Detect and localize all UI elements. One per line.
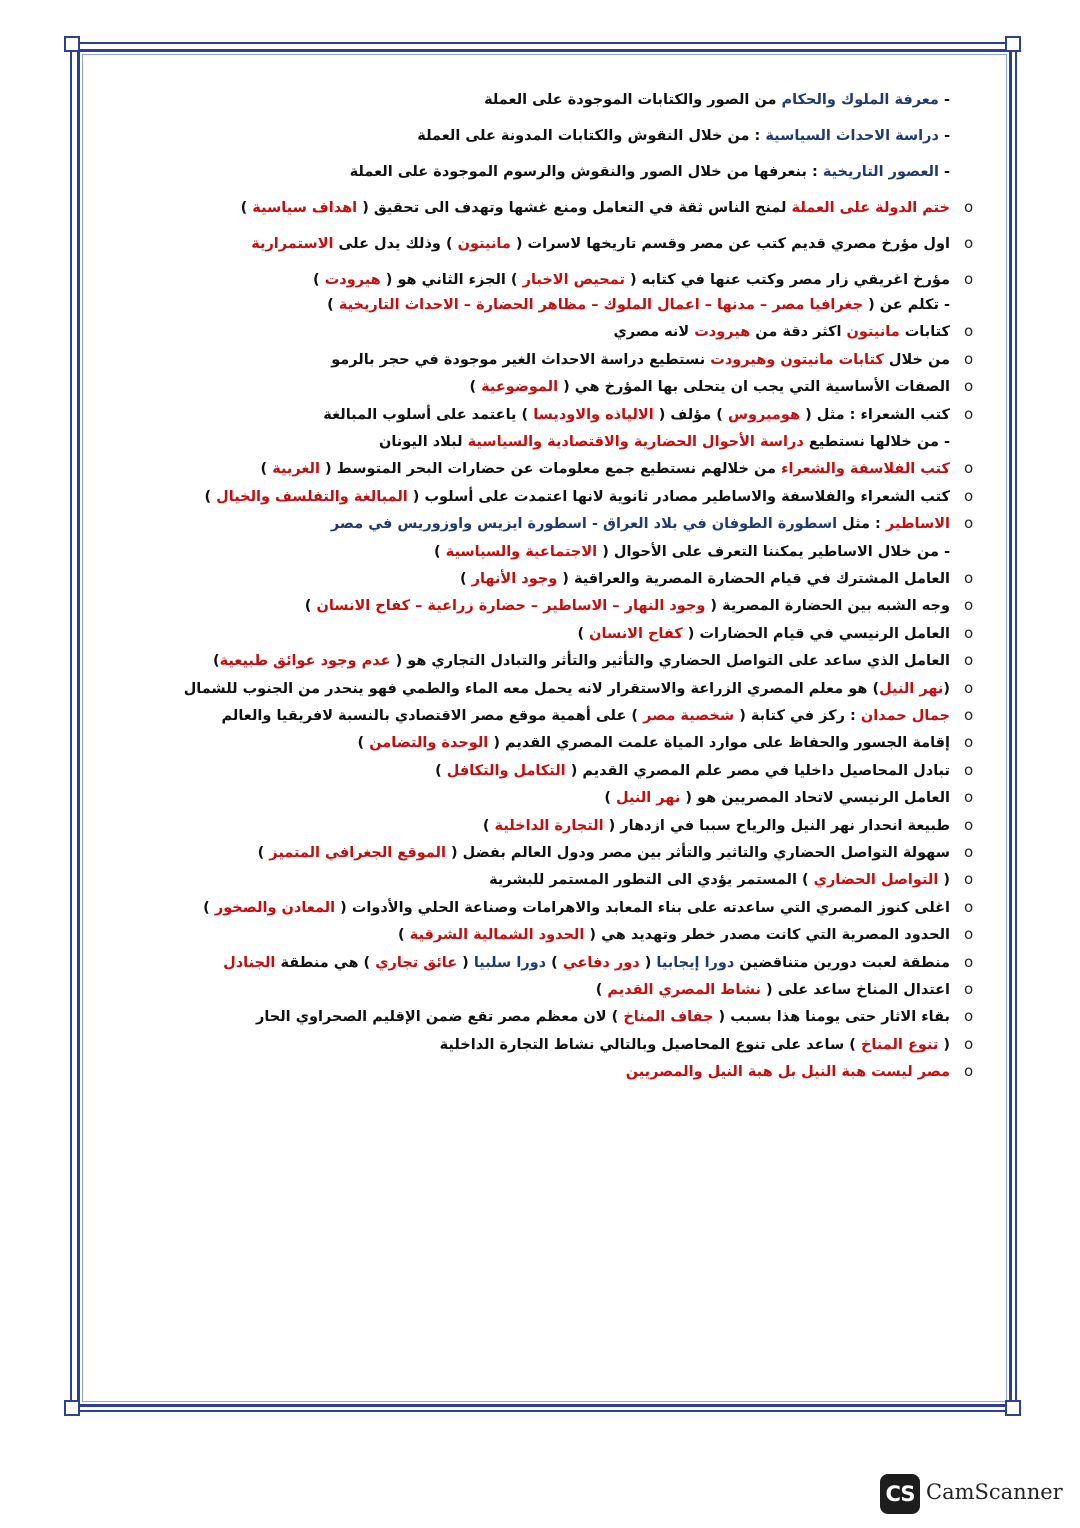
- body-text: ): [604, 790, 617, 806]
- body-text: : بنعرفها من خلال الصور والنقوش والرسوم الموجودة على العملة: [349, 164, 823, 180]
- body-text: ) هي منطقة: [275, 955, 376, 971]
- body-text: مؤرخ اغريقي زار مصر وكتب عنها في كتابه (: [624, 272, 950, 288]
- hollow-bullet-icon: o: [964, 706, 974, 724]
- bullet-list-item: [261, 458, 951, 480]
- highlight-answer-red: دراسة الأحوال الحضارية والاقتصادية والسياسية: [467, 434, 804, 450]
- hollow-bullet-icon: o: [964, 816, 974, 834]
- bullet-list-item: [331, 513, 950, 535]
- body-text: كتابات: [899, 324, 950, 340]
- highlight-term-blue: العصور التاريخية: [822, 164, 939, 180]
- body-text: وجه الشبه بين الحضارة المصرية (: [705, 598, 950, 614]
- hollow-bullet-icon: o: [964, 733, 974, 751]
- body-text: العامل المشترك في قيام الحضارة المصرية والعراقية (: [557, 571, 950, 587]
- highlight-answer-red: الموقع الجغرافي المتميز: [269, 845, 446, 861]
- bullet-list-item: [604, 787, 950, 809]
- body-text: من خلال: [883, 352, 950, 368]
- body-text: ): [595, 982, 608, 998]
- body-text: العامل الرنيسي لاتحاد المصريين هو (: [680, 790, 950, 806]
- body-text: ): [212, 653, 220, 669]
- body-text: (: [639, 955, 657, 971]
- bullet-list-item: [213, 650, 950, 672]
- body-text: -: [938, 128, 950, 144]
- bullet-list-item: [577, 623, 950, 645]
- body-text: لانه مصري: [613, 324, 695, 340]
- body-text: سهولة التواصل الحضاري والتاثير والتأثر بين مصر ودول العالم بفضل (: [445, 845, 950, 861]
- camscanner-watermark: CamScanner: [926, 1480, 1063, 1504]
- bullet-list-item: [460, 568, 950, 590]
- bullet-list-item: [241, 197, 950, 219]
- body-text: ): [459, 571, 472, 587]
- highlight-term-blue: اسطورة الطوفان في بلاد العراق - اسطورة ايزيس واوزوريس في مصر: [330, 516, 838, 532]
- body-text: ) وذلك يدل على: [333, 236, 458, 252]
- highlight-answer-red: تمحيص الاخبار: [522, 272, 625, 288]
- body-text: ) ساعد على تنوع المحاصيل وبالتالي نشاط التجارة الداخلية: [439, 1037, 861, 1053]
- body-text: كتب الشعراء : مثل (: [800, 407, 950, 423]
- hollow-bullet-icon: o: [964, 596, 974, 614]
- highlight-answer-red: الحدود الشمالية الشرقية: [409, 927, 585, 943]
- bullet-list-item: [256, 1006, 950, 1028]
- highlight-answer-red: الاجتماعية والسياسية: [445, 544, 598, 560]
- hollow-bullet-icon: o: [964, 569, 974, 587]
- bullet-list-item: [613, 321, 950, 343]
- body-text: طبيعة انحدار نهر النيل والرياح سببا في ازدهار (: [603, 818, 950, 834]
- body-text: ): [469, 379, 482, 395]
- hollow-bullet-icon: o: [964, 679, 974, 697]
- highlight-answer-red: الجنادل: [223, 955, 276, 971]
- body-text: ): [357, 735, 370, 751]
- body-text: من الصور والكتابات الموجودة على العملة: [484, 92, 782, 108]
- body-text: تبادل المحاصيل داخليا في مصر علم المصري القديم (: [565, 763, 950, 779]
- highlight-answer-red: هوميروس: [727, 407, 801, 423]
- highlight-answer-red: جغرافيا مصر – مدنها – اعمال الملوك – مظاهر الحضارة – الاحداث التاريخية: [338, 297, 864, 313]
- body-text: ): [313, 272, 325, 288]
- bullet-list-item: [489, 869, 950, 891]
- highlight-answer-red: مانيتون: [457, 236, 511, 252]
- hollow-bullet-icon: o: [964, 870, 974, 888]
- highlight-answer-red: مصر ليست هبة النيل بل هبة النيل والمصريين: [625, 1064, 950, 1080]
- body-text: ) لان معظم مصر تقع ضمن الإقليم الصحراوي الحار: [256, 1009, 624, 1025]
- highlight-answer-red: الغربية: [272, 461, 320, 477]
- hollow-bullet-icon: o: [964, 1062, 974, 1080]
- body-text: ): [397, 927, 410, 943]
- highlight-answer-red: نهر النيل: [616, 790, 681, 806]
- body-text: ): [546, 955, 563, 971]
- body-text: ) المستمر يؤدي الى التطور المستمر للبشرية: [489, 872, 814, 888]
- highlight-term-blue: دورا إيجابيا: [656, 955, 735, 971]
- highlight-term-blue: معرفة الملوك والحكام: [781, 92, 939, 108]
- hollow-bullet-icon: o: [964, 405, 974, 423]
- bullet-list-item: [184, 678, 950, 700]
- hollow-bullet-icon: o: [964, 198, 974, 216]
- dash-note-line: [484, 89, 950, 111]
- bullet-list-item: [258, 842, 950, 864]
- body-text: : من خلال النقوش والكتابات المدونة على العملة: [417, 128, 766, 144]
- highlight-answer-red: عدم وجود عوائق طبيعية: [219, 653, 391, 669]
- body-text: ): [435, 763, 447, 779]
- highlight-answer-red: الموضوعية: [481, 379, 559, 395]
- body-text: ): [433, 544, 446, 560]
- hollow-bullet-icon: o: [964, 843, 974, 861]
- highlight-answer-red: المعادن والصخور: [214, 900, 336, 916]
- highlight-answer-red: هيرودت: [694, 324, 751, 340]
- body-text: : مثل: [837, 516, 886, 532]
- border-corner-ornament: [1005, 1400, 1021, 1416]
- hollow-bullet-icon: o: [964, 1035, 974, 1053]
- hollow-bullet-icon: o: [964, 788, 974, 806]
- hollow-bullet-icon: o: [964, 925, 974, 943]
- bullet-list-item: [626, 1061, 950, 1083]
- highlight-answer-red: تنوع المناخ: [860, 1037, 939, 1053]
- highlight-answer-red: كتابات مانيتون وهيرودت: [710, 352, 884, 368]
- bullet-list-item: [398, 924, 950, 946]
- body-text: (: [457, 955, 474, 971]
- body-text: - من خلالها نستطيع: [803, 434, 950, 450]
- highlight-answer-red: الاستمرارية: [251, 236, 334, 252]
- bullet-list-item: [331, 349, 950, 371]
- body-text: - تكلم عن (: [863, 297, 950, 313]
- dash-note-line: [350, 161, 950, 183]
- body-text: (: [943, 681, 950, 697]
- highlight-answer-red: التكامل والتكافل: [446, 763, 566, 779]
- body-text: ): [482, 818, 495, 834]
- hollow-bullet-icon: o: [964, 322, 974, 340]
- body-text: كتب الشعراء والفلاسفة والاساطير مصادر ثانوية لانها اعتمدت على أسلوب (: [407, 489, 950, 505]
- hollow-bullet-icon: o: [964, 234, 974, 252]
- highlight-answer-red: التجارة الداخلية: [494, 818, 604, 834]
- body-text: -: [938, 164, 950, 180]
- highlight-answer-red: الوحدة والتضامن: [369, 735, 489, 751]
- highlight-answer-red: شخصية مصر: [643, 708, 735, 724]
- body-text: ): [203, 900, 215, 916]
- hollow-bullet-icon: o: [964, 1007, 974, 1025]
- bullet-list-item: [596, 979, 950, 1001]
- highlight-answer-red: المبالغة والتفلسف والخيال: [216, 489, 408, 505]
- bullet-list-item: [313, 269, 950, 291]
- body-text: لبلاد اليونان: [378, 434, 468, 450]
- bullet-list-item: [305, 595, 950, 617]
- highlight-term-blue: دورا سلبيا: [473, 955, 547, 971]
- body-text: (: [938, 1037, 950, 1053]
- body-text: ): [304, 598, 317, 614]
- body-text: ) الجزء الثاني هو (: [380, 272, 523, 288]
- body-text: - من خلال الاساطير يمكننا التعرف على الأحوال (: [597, 544, 950, 560]
- highlight-term-blue: دراسة الاحداث السياسية: [765, 128, 939, 144]
- body-text: ) ياعتمد على أسلوب المبالغة: [323, 407, 534, 423]
- hollow-bullet-icon: o: [964, 980, 974, 998]
- bullet-list-item: [222, 705, 950, 727]
- bullet-list-item: [440, 1034, 950, 1056]
- bullet-list-item: [323, 404, 950, 426]
- body-text: الصفات الأساسية التي يجب ان يتحلى بها المؤرخ هي (: [558, 379, 950, 395]
- highlight-answer-red: دور دفاعي: [562, 955, 640, 971]
- body-text: اغلى كنوز المصري التي ساعدته على بناء المعابد والاهرامات وصناعة الحلي والأدوات (: [335, 900, 950, 916]
- body-text: : ركز في كتابة (: [734, 708, 861, 724]
- highlight-answer-red: مانيتون: [846, 324, 900, 340]
- highlight-answer-red: نهر النيل: [879, 681, 944, 697]
- body-text: ) مؤلف (: [653, 407, 728, 423]
- dash-note-line: [327, 294, 950, 316]
- hollow-bullet-icon: o: [964, 377, 974, 395]
- body-text: ) هو معلم المصري الزراعة والاستقرار لانه يحمل معه الماء والطمي فهو ينحدر من الجنوب للشمال: [183, 681, 880, 697]
- highlight-answer-red: وجود الأنهار: [471, 571, 558, 587]
- body-text: ): [577, 626, 590, 642]
- body-text: العامل الذي ساعد على التواصل الحضاري والتأثير والتأثر والتبادل التجاري هو (: [390, 653, 950, 669]
- highlight-answer-red: التواصل الحضاري: [813, 872, 939, 888]
- body-text: (: [938, 872, 950, 888]
- bullet-list-item: [203, 897, 950, 919]
- highlight-answer-red: كفاح الانسان: [589, 626, 683, 642]
- highlight-answer-red: جمال حمدان: [860, 708, 950, 724]
- body-text: ) على أهمية موقع مصر الاقتصادي بالنسبة لافريقيا والعالم: [221, 708, 644, 724]
- highlight-answer-red: وجود النهار – الاساطير – حضارة زراعية – كفاح الانسان: [316, 598, 706, 614]
- body-text: ): [240, 200, 253, 216]
- body-text: الحدود المصرية التي كانت مصدر خطر وتهديد هي (: [584, 927, 950, 943]
- bullet-list-item: [483, 815, 950, 837]
- bullet-list-item: [223, 952, 950, 974]
- hollow-bullet-icon: o: [964, 459, 974, 477]
- highlight-answer-red: هيرودت: [324, 272, 381, 288]
- bullet-list-item: [469, 376, 950, 398]
- hollow-bullet-icon: o: [964, 898, 974, 916]
- hollow-bullet-icon: o: [964, 953, 974, 971]
- border-corner-ornament: [1005, 36, 1021, 52]
- camscanner-logo-icon: CS: [880, 1474, 920, 1514]
- body-text: لمنح الناس ثقة في التعامل ومنع غشها وتهدف الى تحقيق (: [357, 200, 792, 216]
- body-text: ): [257, 845, 270, 861]
- hollow-bullet-icon: o: [964, 761, 974, 779]
- body-text: من خلالهم نستطيع جمع معلومات عن حضارات البحر المتوسط (: [319, 461, 782, 477]
- bullet-list-item: [435, 760, 950, 782]
- body-text: ): [260, 461, 273, 477]
- dash-note-line: [417, 125, 950, 147]
- body-text: بقاء الاثار حتى يومنا هذا بسبب (: [713, 1009, 950, 1025]
- hollow-bullet-icon: o: [964, 350, 974, 368]
- dash-note-line: [379, 431, 950, 453]
- hollow-bullet-icon: o: [964, 651, 974, 669]
- hollow-bullet-icon: o: [964, 487, 974, 505]
- bullet-list-item: [204, 486, 950, 508]
- border-corner-ornament: [64, 1400, 80, 1416]
- highlight-answer-red: جفاف المناخ: [623, 1009, 714, 1025]
- highlight-answer-red: الاساطير: [885, 516, 950, 532]
- body-text: نستطيع دراسة الاحداث الغير موجودة في حجر بالرمو: [331, 352, 711, 368]
- body-text: إقامة الجسور والحفاظ على موارد المياة علمت المصري القديم (: [488, 735, 950, 751]
- body-text: اول مؤرخ مصري قديم كتب عن مصر وقسم تاريخها لاسرات (: [510, 236, 950, 252]
- highlight-answer-red: اهداف سياسية: [252, 200, 358, 216]
- bullet-list-item: [358, 732, 950, 754]
- body-text: العامل الرنيسي في قيام الحضارات (: [682, 626, 950, 642]
- highlight-answer-red: كتب الفلاسفة والشعراء: [781, 461, 950, 477]
- border-corner-ornament: [64, 36, 80, 52]
- bullet-list-item: [251, 233, 950, 255]
- highlight-answer-red: نشاط المصري القديم: [607, 982, 761, 998]
- highlight-answer-red: عائق تجاري: [375, 955, 458, 971]
- highlight-answer-red: الالياذه والاوديسا: [533, 407, 654, 423]
- body-text: اعتدال المناخ ساعد على (: [760, 982, 950, 998]
- hollow-bullet-icon: o: [964, 270, 974, 288]
- dash-note-line: [434, 541, 950, 563]
- body-text: ): [204, 489, 217, 505]
- body-text: اكثر دقة من: [750, 324, 847, 340]
- highlight-answer-red: ختم الدولة على العملة: [791, 200, 950, 216]
- body-text: -: [938, 92, 950, 108]
- hollow-bullet-icon: o: [964, 624, 974, 642]
- body-text: منطقة لعبت دورين متناقضين: [734, 955, 950, 971]
- hollow-bullet-icon: o: [964, 514, 974, 532]
- body-text: ): [327, 297, 339, 313]
